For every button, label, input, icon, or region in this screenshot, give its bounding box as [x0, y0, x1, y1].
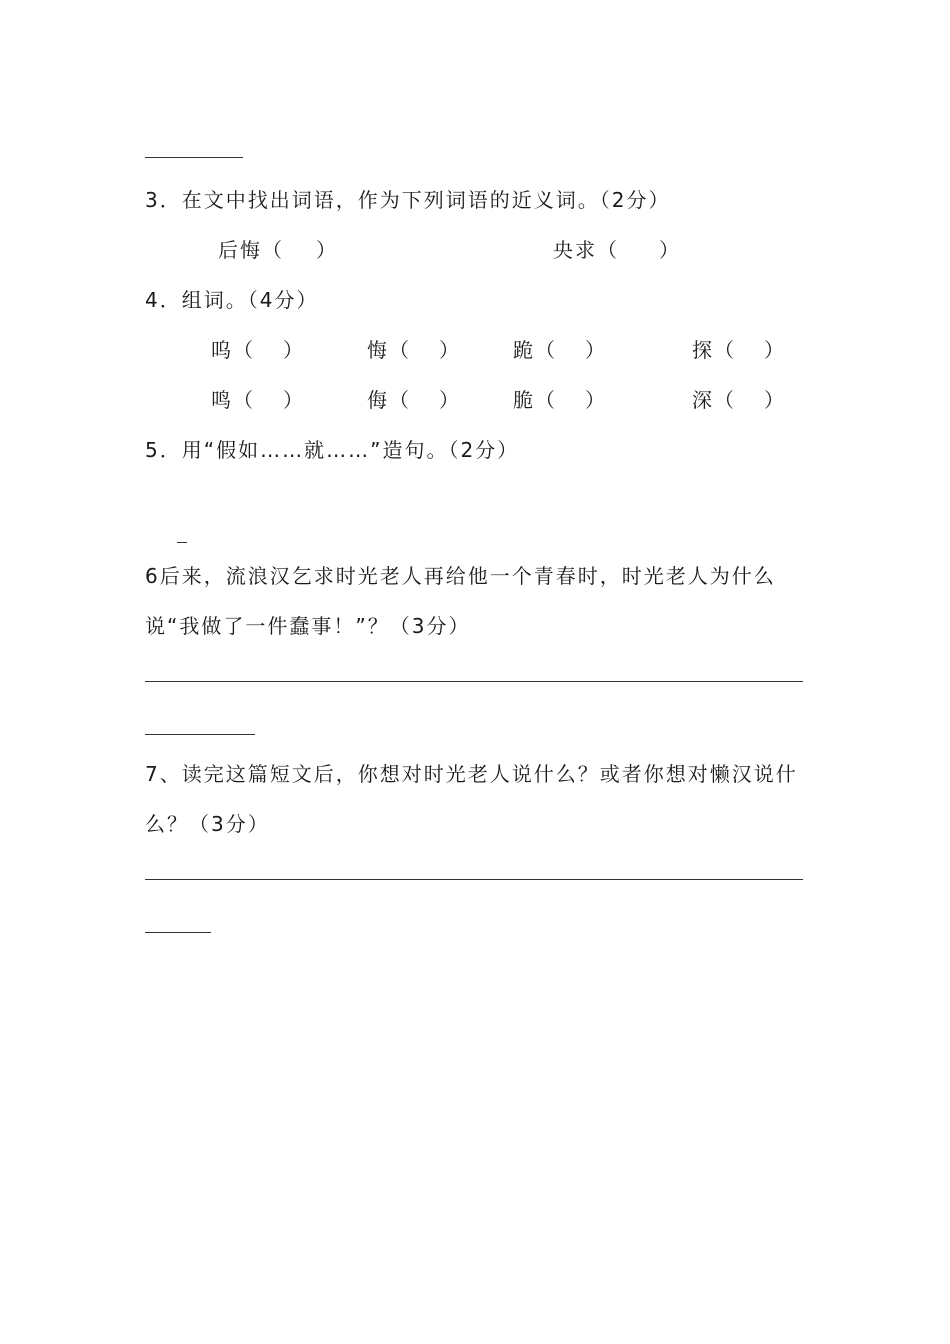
q4-row2-item-1-char: 鸣 [211, 388, 233, 412]
q4-row1-item-2 [367, 336, 461, 364]
q4-row1-item-3-char: 跪 [513, 338, 535, 362]
q4-row1-item-1 [211, 336, 305, 364]
q4-row1-item-4-char: 探 [692, 338, 714, 362]
q4-row2-item-2-close: ） [439, 388, 461, 412]
q4-row1-item-1-close: ） [283, 338, 305, 362]
q4-row1-item-4-close: ） [764, 338, 786, 362]
q5-answer-line[interactable] [177, 542, 187, 543]
q3-item-1 [218, 236, 338, 264]
q6-answer-line-1[interactable] [145, 681, 803, 682]
q6-line-1: 6后来，流浪汉乞求时光老人再给他一个青春时，时光老人为什么 [145, 564, 776, 588]
q3-item-1-word: 后悔 [218, 238, 262, 262]
q4-title: 4．组词。（4分） [145, 288, 319, 312]
q6-line-2: 说“我做了一件蠢事！”？（3分） [145, 614, 471, 638]
answer-line-top[interactable] [145, 157, 243, 158]
q4-row1-item-3-close: ） [585, 338, 607, 362]
q4-row2-item-2-char: 侮 [367, 388, 389, 412]
q3-item-2-word: 央求 [553, 238, 597, 262]
q4-row2-item-2 [367, 386, 461, 414]
q7-line-2: 么？（3分） [145, 812, 270, 836]
q4-row2-item-4-close: ） [764, 388, 786, 412]
q3-item-1-close: ） [316, 238, 338, 262]
q4-row2-item-1-open: （ [233, 388, 255, 412]
q4-row1-item-2-close: ） [439, 338, 461, 362]
q4-row1-item-1-char: 呜 [211, 338, 233, 362]
q3-title: 3．在文中找出词语，作为下列词语的近义词。（2分） [145, 188, 671, 212]
q4-row1-item-2-open: （ [389, 338, 411, 362]
q4-row2-item-1-close: ） [283, 388, 305, 412]
q4-row1-item-2-char: 悔 [367, 338, 389, 362]
q4-row2-item-4 [692, 386, 786, 414]
q3-item-2-close: ） [659, 238, 681, 262]
q4-row1-item-3 [513, 336, 607, 364]
q4-row2-item-3-close: ） [585, 388, 607, 412]
q5-title: 5．用“假如……就……”造句。（2分） [145, 438, 520, 462]
q4-row2-item-1 [211, 386, 305, 414]
q3-item-2 [553, 236, 681, 264]
q4-row2-item-4-char: 深 [692, 388, 714, 412]
q7-answer-line-2[interactable] [145, 932, 211, 933]
q4-row2-item-3-char: 脆 [513, 388, 535, 412]
q7-answer-line-1[interactable] [145, 879, 803, 880]
q4-row2-item-2-open: （ [389, 388, 411, 412]
q3-item-2-open: （ [597, 238, 619, 262]
q6-answer-line-2[interactable] [145, 734, 255, 735]
q7-line-1: 7、读完这篇短文后，你想对时光老人说什么？或者你想对懒汉说什 [145, 762, 798, 786]
q4-row2-item-4-open: （ [714, 388, 736, 412]
q4-row2-item-3-open: （ [535, 388, 557, 412]
q4-row1-item-4-open: （ [714, 338, 736, 362]
q4-row1-item-4 [692, 336, 786, 364]
q4-row1-item-1-open: （ [233, 338, 255, 362]
q4-row2-item-3 [513, 386, 607, 414]
q3-item-1-open: （ [262, 238, 284, 262]
q4-row1-item-3-open: （ [535, 338, 557, 362]
